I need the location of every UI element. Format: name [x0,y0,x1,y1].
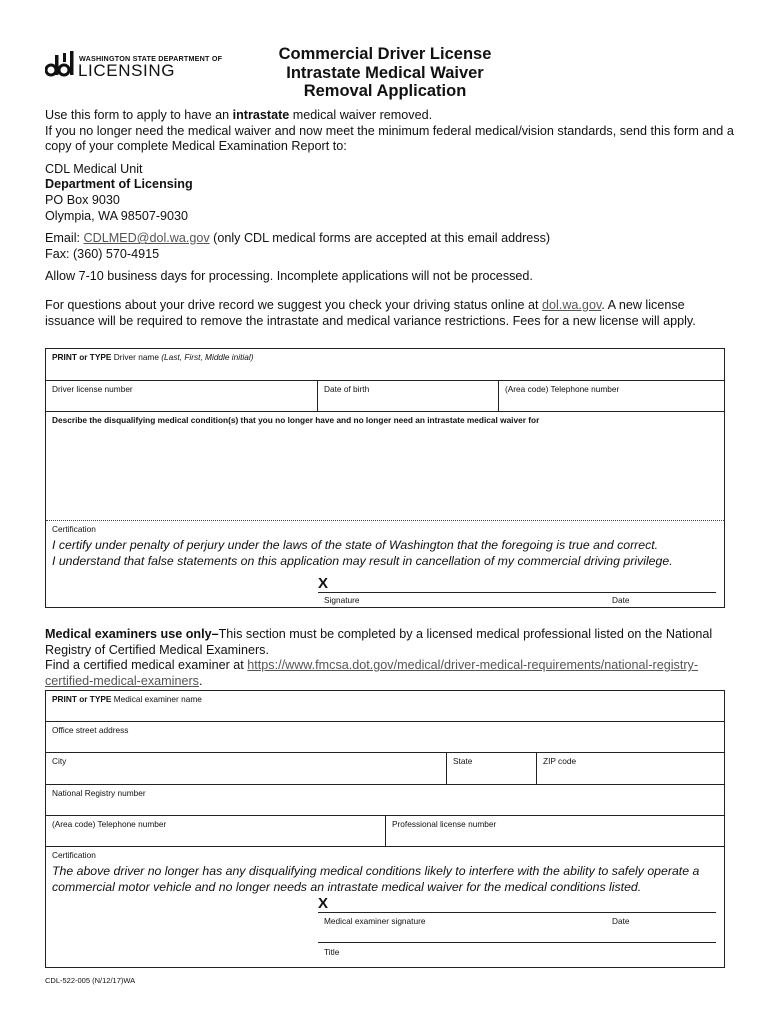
driver-cert-text: I certify under penalty of perjury under the laws of the state of Washington that the foregoing is true and correct. I understand that false statements on this application may result in cancellation of my commercial driving privilege. [52,538,673,568]
address-line-4: Olympia, WA 98507-9030 [45,208,189,223]
examiner-title-label: Title [324,947,340,957]
street-row [46,722,724,753]
address-line-3: PO Box 9030 [45,192,120,207]
dol-website-link[interactable]: dol.wa.gov [542,297,602,312]
title-line-2: Intrastate Medical Waiver [286,63,484,82]
examiner-signature-label: Medical examiner signature [324,916,426,926]
examiner-cert-label: Certification [52,850,96,860]
medical-heading-text: Medical examiners use only–This section must be completed by a licensed medical professional listed on the National Registry of Certified Medical Examiners. [45,627,713,657]
dol-logo-icon [45,51,77,79]
date-of-birth-field[interactable]: Date of birth [318,381,499,411]
driver-cert-label: Certification [52,524,96,534]
examiner-date-label: Date [612,916,630,926]
intro-section [45,108,735,329]
examiner-title-line[interactable] [318,942,716,943]
state-field[interactable]: State [447,753,537,784]
examiner-cert-text: The above driver no longer has any disqualifying medical conditions likely to interfere with the ability to safely operate a commercial motor vehicle and no longer needs an intrastate medical waiver for the medical conditions listed. [52,864,700,894]
examiner-signature-line[interactable] [318,912,716,913]
examiner-name-field[interactable]: PRINT or TYPE Medical examiner name [52,694,202,704]
driver-signature-line[interactable] [318,592,716,593]
logo-top-text: WASHINGTON STATE DEPARTMENT OF [79,54,223,63]
medical-examiner-form [45,690,725,968]
fmcsa-registry-link[interactable]: https://www.fmcsa.dot.gov/medical/driver-medical-requirements/national-registry-certified-medical-examiners [45,658,699,688]
office-street-field[interactable]: Office street address [52,725,129,735]
professional-license-field[interactable]: Professional license number [392,819,497,829]
find-examiner-text: Find a certified medical examiner at https://www.fmcsa.dot.gov/medical/driver-medical-requirements/national-registry-certified-medical-examiners. [45,658,699,688]
examiner-cert-row [46,847,724,967]
logo-main-text: LICENSING [78,61,176,80]
city-field[interactable]: City [46,753,447,784]
title-line-1: Commercial Driver License [278,45,492,63]
condition-row [46,412,724,521]
examiner-signature-x: X [318,895,329,912]
driver-date-label: Date [612,595,630,605]
examiner-certification [46,847,724,967]
email-line: Email: CDLMED@dol.wa.gov (only CDL medical forms are accepted at this email address) [45,231,551,246]
fax-line: Fax: (360) 570-4915 [45,246,160,261]
email-link[interactable]: CDLMED@dol.wa.gov [83,231,210,246]
driver-certification [46,521,724,607]
condition-description-field[interactable]: Describe the disqualifying medical condition(s) that you no longer have and no longer need an intrastate medical waiver for [52,415,540,425]
driver-signature-label: Signature [324,595,360,605]
intro-instructions: If you no longer need the medical waiver and now meet the minimum federal medical/vision standards, send this form and a copy of your complete Medical Examination Report to: [45,123,734,154]
driver-signature-x: X [318,575,329,592]
driver-info-row [46,381,724,412]
driver-name-field[interactable]: PRINT or TYPE Driver name (Last, First, Middle initial) [52,352,254,362]
zip-code-field[interactable]: ZIP code [543,756,577,766]
address-line-2: Department of Licensing [45,177,193,192]
form-number: CDL-522-005 (N/12/17)WA [45,976,136,985]
processing-note: Allow 7-10 business days for processing. Incomplete applications will not be processed. [45,269,533,284]
driver-cert-row [46,521,724,607]
page-title [240,45,530,101]
intro-purpose: Use this form to apply to have an intrastate medical waiver removed. [45,108,433,122]
dol-logo [45,49,223,81]
medical-examiner-section-heading [45,627,735,689]
national-registry-field[interactable]: National Registry number [52,788,146,798]
title-line-3: Removal Application [303,82,467,100]
city-state-zip-row [46,753,724,785]
driver-name-row [46,349,724,381]
address-line-1: CDL Medical Unit [45,161,143,176]
driver-form [45,348,725,608]
registry-row [46,785,724,816]
examiner-phone-license-row [46,816,724,847]
examiner-name-row [46,691,724,722]
driver-phone-field[interactable]: (Area code) Telephone number [505,384,620,394]
examiner-phone-field[interactable]: (Area code) Telephone number [46,816,386,846]
questions-note: For questions about your drive record we suggest you check your driving status online at dol.wa.gov. A new license issuance will be required to remove the intrastate and medical variance restrictions. Fees for a new license will apply. [45,297,696,328]
driver-license-field[interactable]: Driver license number [46,381,318,411]
